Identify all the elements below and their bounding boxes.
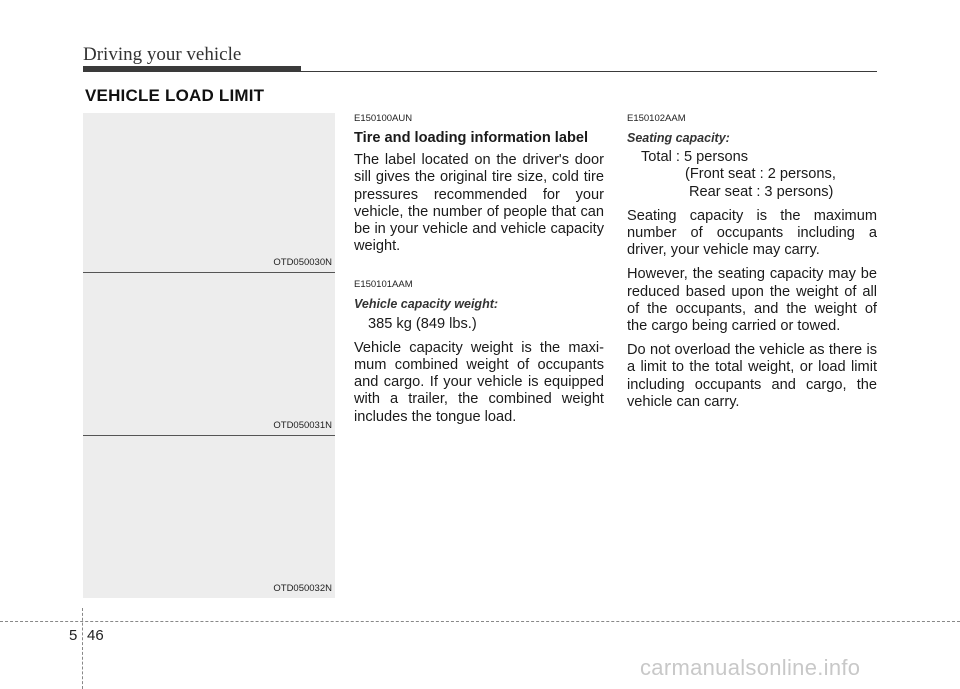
chapter-number: 5 <box>69 627 78 644</box>
reference-code: E150102AAM <box>627 113 686 124</box>
seating-rear: Rear seat : 3 persons) <box>689 183 834 200</box>
right-text-column <box>627 113 877 418</box>
heading-capacity-weight: Vehicle capacity weight: <box>354 297 499 312</box>
reference-code: E150101AAM <box>354 279 413 291</box>
section-title: VEHICLE LOAD LIMIT <box>85 86 265 105</box>
figure-code: OTD050030N <box>273 257 332 268</box>
header-rule-thin <box>83 71 877 72</box>
paragraph-seating-reduced: However, the seating capacity may be reduced based upon the weight of all of the occupants, and the weight of the cargo being carried or towed. <box>627 266 877 335</box>
subheading-tire-label: Tire and loading information label <box>354 130 589 146</box>
footer-rule <box>0 621 960 622</box>
spacer <box>354 262 604 279</box>
paragraph-seating-definition: Seating capacity is the maximum number of occupants including a driver, your vehicle may carry. <box>627 207 877 259</box>
figure-tire-label <box>83 113 335 273</box>
heading-seating-capacity: Seating capacity: <box>627 131 730 145</box>
paragraph-capacity-weight: Vehicle capacity weight is the maxi-mum combined weight of occupants and cargo. If your vehicle is equipped with a trailer, the combined weight includes the tongue load. <box>354 339 604 425</box>
image-column <box>83 113 335 598</box>
watermark: carmanualsonline.info <box>640 655 861 680</box>
middle-text-column <box>354 113 604 433</box>
figure-code: OTD050032N <box>273 583 332 594</box>
footer-divider <box>82 608 83 689</box>
figure-seating-capacity <box>83 436 335 598</box>
reference-code: E150100AUN <box>354 113 413 124</box>
seating-total: Total : 5 persons <box>641 149 749 166</box>
paragraph-tire-label: The label located on the driver's door sill gives the original tire size, cold tire pressures recommended for your vehicle, the number of people that can be in your vehicle and vehicle capacity weight. <box>354 152 604 255</box>
capacity-weight-value: 385 kg (849 lbs.) <box>368 315 477 332</box>
figure-capacity-weight <box>83 273 335 436</box>
figure-code: OTD050031N <box>273 420 332 431</box>
seating-front: (Front seat : 2 persons, <box>685 166 836 183</box>
running-header-title: Driving your vehicle <box>83 44 242 65</box>
page-number: 46 <box>87 627 104 644</box>
paragraph-overload-warning: Do not overload the vehicle as there is a limit to the total weight, or load limit including occupants and cargo, the vehicle can carry. <box>627 342 877 410</box>
